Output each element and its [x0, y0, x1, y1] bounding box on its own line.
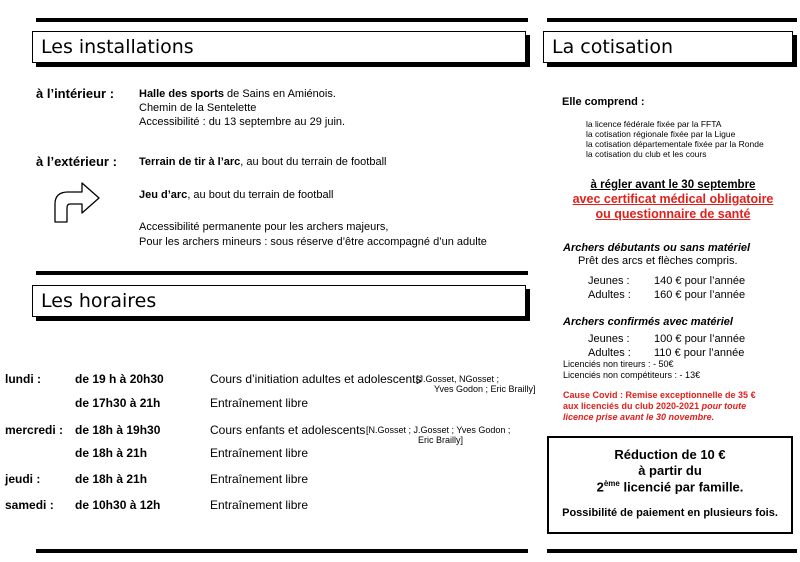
non-tireurs: Licenciés non tireurs : - 50€ — [563, 359, 674, 369]
debutants-adultes-price: 160 € pour l’année — [654, 289, 746, 301]
horaires-title: Les horaires — [32, 285, 526, 317]
mid-rule-left — [36, 271, 528, 275]
installations-title: Les installations — [32, 31, 526, 63]
interior-address: Chemin de la Sentelette — [139, 102, 257, 114]
bottom-rule-right — [547, 549, 797, 553]
reduction-text: licencié par famille. — [619, 479, 744, 495]
jeu-arc-bold: Jeu d’arc — [139, 189, 188, 201]
activity-lundi-cours: Cours d’initiation adultes et adolescents — [210, 372, 422, 386]
interior-place-bold: Halle des sports — [139, 88, 224, 100]
access-majeurs: Accessibilité permanente pour les archers majeurs, — [139, 221, 389, 233]
day-lundi: lundi : — [5, 372, 41, 386]
debutants-adultes-label: Adultes : — [588, 289, 631, 301]
deadline: à régler avant le 30 septembre — [590, 179, 756, 191]
debutants-jeunes-label: Jeunes : — [588, 275, 630, 287]
confirmes-adultes-label: Adultes : — [588, 347, 631, 359]
activity-samedi: Entraînement libre — [210, 498, 309, 512]
activity-mercredi-libre: Entraînement libre — [210, 446, 309, 460]
covid-line1: Cause Covid : Remise exceptionnelle de 35 € — [563, 390, 756, 400]
debutants-jeunes-price: 140 € pour l’année — [654, 275, 746, 287]
item-ligue: la cotisation régionale fixée par la Ligue — [586, 129, 736, 139]
coaches-lundi-line1: [J.Gosset, NGosset ; — [416, 374, 500, 384]
covid-line3: licence prise avant le 30 novembre. — [563, 412, 715, 422]
debutants-sub: Prêt des arcs et flèches compris. — [578, 255, 738, 267]
interior-place-rest: de Sains en Amiénois. — [223, 88, 336, 100]
confirmes-title: Archers confirmés avec matériel — [563, 316, 733, 328]
exterior-label: à l’extérieur : — [36, 154, 117, 169]
reduction-from: à partir du — [638, 463, 702, 478]
bottom-rule-left — [36, 549, 528, 553]
reduction-family — [549, 479, 791, 494]
reduction-number: 2 — [596, 479, 604, 495]
non-competiteurs: Licenciés non compétiteurs : - 13€ — [563, 370, 701, 380]
coaches-mercredi-line2: Eric Brailly] — [418, 435, 464, 445]
confirmes-jeunes-label: Jeunes : — [588, 333, 630, 345]
access-mineurs: Pour les archers mineurs : sous réserve d’être accompagné d’un adulte — [139, 236, 487, 248]
interior-accessibility: Accessibilité : du 13 septembre au 29 juin. — [139, 116, 346, 128]
jeu-arc-rest: , au bout du terrain de football — [187, 189, 334, 201]
covid-line2 — [563, 401, 746, 411]
comprend-label: Elle comprend : — [562, 96, 645, 108]
item-ronde: la cotisation départementale fixée par la Ronde — [586, 139, 764, 149]
activity-mercredi-cours: Cours enfants et adolescents — [210, 423, 366, 437]
activity-jeudi: Entraînement libre — [210, 472, 309, 486]
debutants-title: Archers débutants ou sans matériel — [563, 242, 751, 254]
time-jeudi: de 18h à 21h — [75, 472, 148, 486]
item-club: la cotisation du club et les cours — [586, 149, 707, 159]
reduction-box — [547, 436, 793, 534]
day-mercredi: mercredi : — [5, 423, 64, 437]
jeu-arc — [139, 189, 333, 201]
item-ffta: la licence fédérale fixée par la FFTA — [586, 119, 722, 129]
time-lundi-cours: de 19 h à 20h30 — [75, 372, 164, 386]
coaches-lundi-line2: Yves Godon ; Eric Brailly] — [434, 384, 536, 394]
paiement-note: Possibilité de paiement en plusieurs fois. — [562, 507, 778, 519]
turn-right-arrow-icon — [52, 180, 102, 224]
coaches-mercredi-line1: [N.Gosset ; J.Gosset ; Yves Godon ; — [366, 425, 511, 435]
exterior-place-bold: Terrain de tir à l’arc — [139, 156, 241, 168]
top-rule-right — [547, 18, 797, 22]
covid-line2-b: pour toute — [699, 401, 747, 411]
certificat-line1: avec certificat médical obligatoire — [572, 192, 774, 206]
interior-place — [139, 88, 336, 100]
time-mercredi-cours: de 18h à 19h30 — [75, 423, 161, 437]
activity-lundi-libre: Entraînement libre — [210, 396, 309, 410]
exterior-place-rest: , au bout du terrain de football — [240, 156, 387, 168]
confirmes-adultes-price: 110 € pour l’année — [654, 347, 745, 359]
exterior-place — [139, 156, 386, 168]
cotisation-title: La cotisation — [543, 31, 793, 63]
interior-label: à l’intérieur : — [36, 86, 115, 101]
reduction-superscript: ème — [603, 479, 620, 488]
day-jeudi: jeudi : — [5, 472, 41, 486]
time-lundi-libre: de 17h30 à 21h — [75, 396, 161, 410]
time-samedi: de 10h30 à 12h — [75, 498, 161, 512]
confirmes-jeunes-price: 100 € pour l’année — [654, 333, 746, 345]
top-rule-left — [36, 18, 528, 22]
reduction-amount: Réduction de 10 € — [614, 447, 726, 462]
time-mercredi-libre: de 18h à 21h — [75, 446, 148, 460]
covid-line2-a: aux licenciés du club 2020-2021 — [563, 401, 700, 411]
certificat-line2: ou questionnaire de santé — [595, 207, 751, 221]
day-samedi: samedi : — [5, 498, 54, 512]
